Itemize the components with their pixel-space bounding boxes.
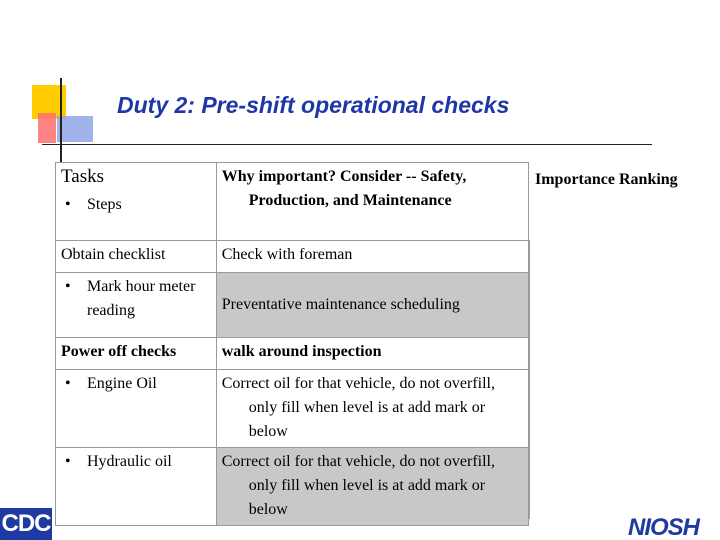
- bullet-icon: •: [65, 196, 71, 213]
- slide-title: Duty 2: Pre-shift operational checks: [117, 92, 510, 118]
- table-header-row: [56, 163, 529, 241]
- task-bullet: [61, 372, 211, 396]
- task-cell: [56, 273, 217, 338]
- importance-column-border: [529, 240, 530, 519]
- header-steps-label: Steps: [87, 196, 122, 213]
- why-cell: [216, 241, 528, 273]
- title-underline: [42, 144, 652, 145]
- why-text: Check with foreman: [221, 246, 353, 263]
- why-cell: [216, 273, 528, 338]
- task-cell: [56, 448, 217, 526]
- cdc-logo: CDC: [0, 508, 52, 540]
- task-bullet: [61, 275, 211, 323]
- decor-square-blue: [57, 116, 93, 142]
- table-row: [56, 241, 529, 273]
- why-text: Correct oil for that vehicle, do not overfill, only fill when level is at add mark or below: [221, 453, 495, 518]
- task-bullet: [61, 450, 211, 474]
- table-row: [56, 448, 529, 526]
- task-text: Hydraulic oil: [87, 453, 172, 470]
- task-cell: [56, 241, 217, 273]
- header-steps-bullet: [61, 193, 211, 217]
- header-why-label: Why important? Consider -- Safety, Production, and Maintenance: [221, 168, 467, 209]
- bullet-icon: •: [65, 453, 71, 470]
- why-cell: [216, 448, 528, 526]
- why-text: Preventative maintenance scheduling: [221, 296, 460, 313]
- task-cell: [56, 370, 217, 448]
- task-text: Power off checks: [61, 343, 177, 360]
- header-tasks-cell: [56, 163, 217, 241]
- niosh-logo: NIOSH: [628, 514, 700, 540]
- task-text: Obtain checklist: [61, 246, 166, 263]
- task-cell: [56, 338, 217, 370]
- table-row: [56, 338, 529, 370]
- why-text: Correct oil for that vehicle, do not overfill, only fill when level is at add mark or below: [221, 375, 495, 440]
- decor-square-red: [38, 113, 56, 143]
- why-cell: [216, 338, 528, 370]
- table-row: [56, 273, 529, 338]
- header-tasks-label: Tasks: [61, 166, 105, 187]
- table-row: [56, 370, 529, 448]
- task-text: Engine Oil: [87, 375, 157, 392]
- duty-table: [55, 162, 529, 526]
- bullet-icon: •: [65, 278, 71, 295]
- why-text: walk around inspection: [221, 343, 382, 360]
- importance-column: [529, 162, 704, 519]
- header-why-cell: [216, 163, 528, 241]
- bullet-icon: •: [65, 375, 71, 392]
- why-cell: [216, 370, 528, 448]
- importance-ranking-label: Importance Ranking: [535, 171, 678, 188]
- decor-vertical-line: [60, 78, 62, 164]
- task-text: Mark hour meter reading: [87, 278, 196, 319]
